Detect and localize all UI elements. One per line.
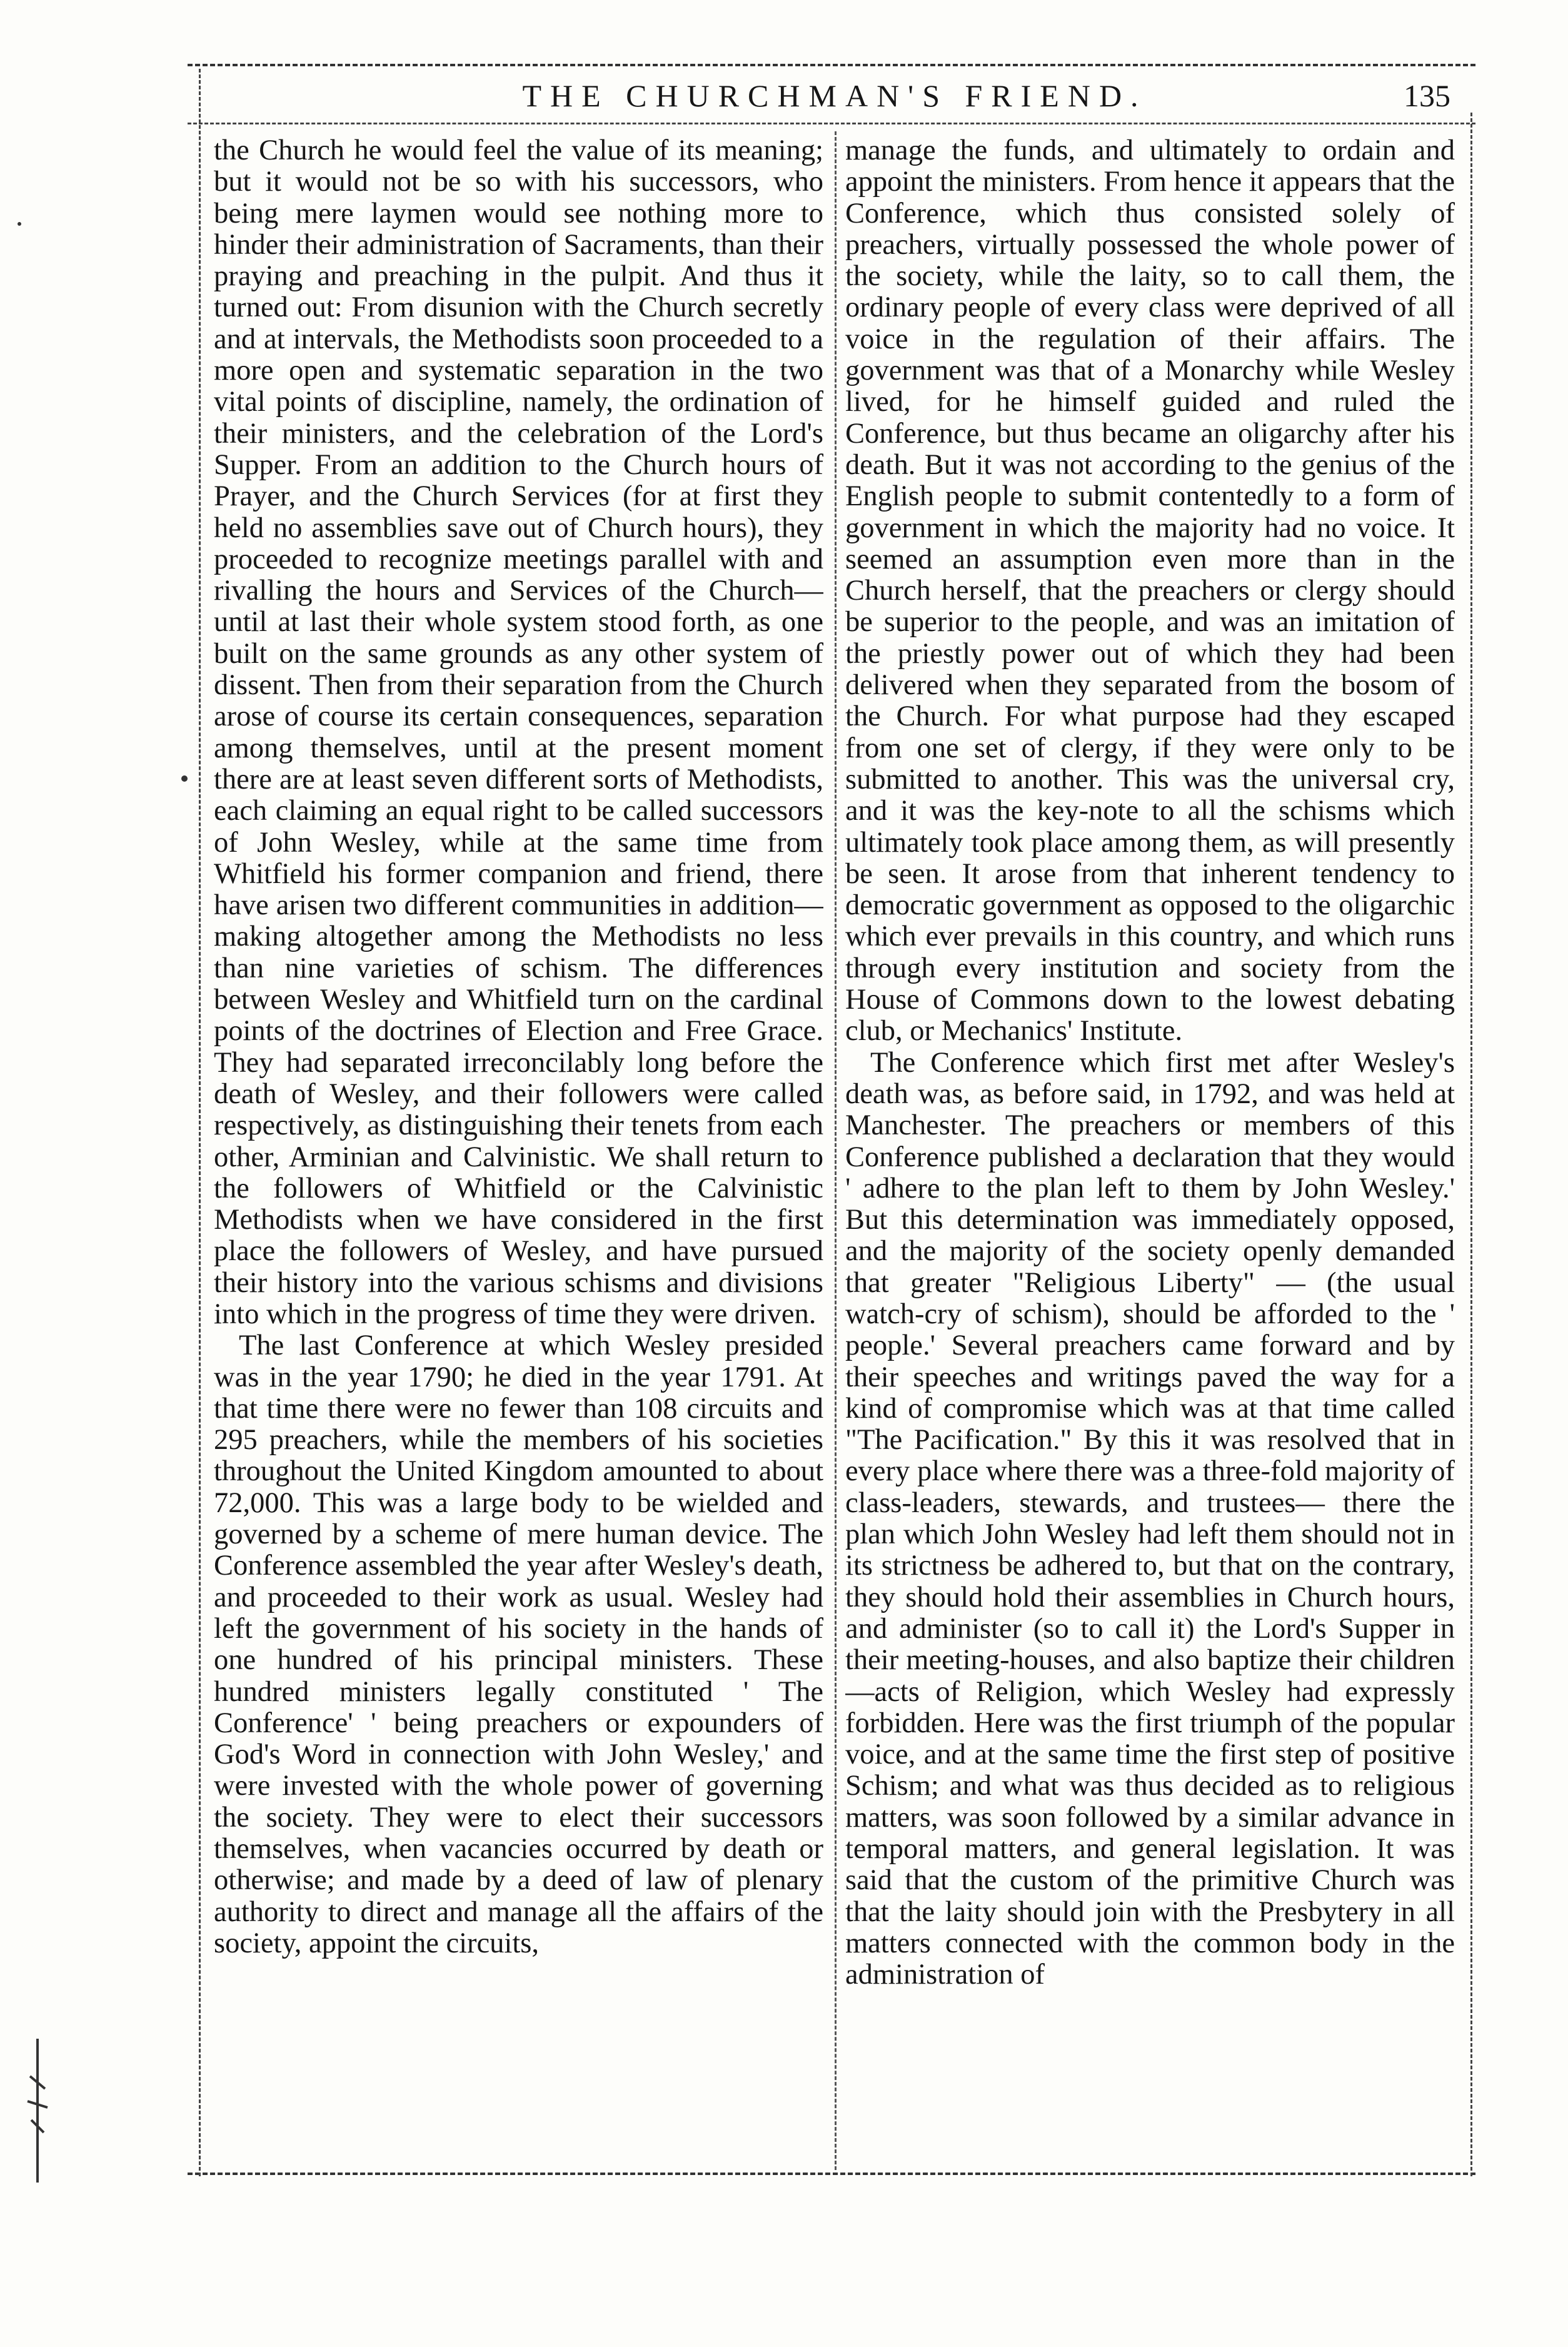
running-head xyxy=(206,74,1463,118)
margin-dot-mark xyxy=(18,222,21,226)
left-border-rule xyxy=(199,69,201,2176)
paragraph: The Conference which first met after Wesley's death was, as before said, in 1792, and was held at Manchester. The preachers or members of this Conference published a declaration that they would ' adhere to the plan left to them by John Wesley.' But this determination was immediately opposed, and the majority of the society openly demanded that greater "Religious Liberty" — (the usual watch-cry of schism), should be afforded to the ' people.' Several preachers came forward and by their speeches and writings paved the way for a kind of compromise which was at that time called "The Pacification." By this it was resolved that in every place where there was a three-fold majority of class-leaders, stewards, and trustees— there the plan which John Wesley had left them should not in its strictness be adhered to, but that on the contrary, they should hold their assemblies in Church hours, and administer (so to call it) the Lord's Supper in their meeting-houses, and also baptize their children—acts of Religion, which Wesley had expressly forbidden. Here was the first triumph of the popular voice, and at the same time the first step of positive Schism; and what was thus decided as to religious matters, was soon followed by a similar advance in temporal matters, and general legislation. It was said that the custom of the primitive Church was that the laity should join with the Presbytery in all matters connected with the common body in the administration of xyxy=(845,1046,1455,1991)
page-number: 135 xyxy=(1404,78,1450,113)
header-divider-rule xyxy=(188,123,1475,124)
right-border-rule xyxy=(1470,113,1472,2176)
margin-scrawl-mark xyxy=(19,2039,56,2183)
margin-dot-mark xyxy=(181,775,188,782)
right-column xyxy=(845,135,1455,2161)
bottom-border-rule xyxy=(188,2173,1475,2175)
paragraph: The last Conference at which Wesley presided was in the year 1790; he died in the year 1791. At that time there were no fewer than 108 circuits and 295 preachers, while the members of his societies throughout the United Kingdom amounted to about 72,000. This was a large body to be wielded and governed by a scheme of mere human device. The Conference assembled the year after Wesley's death, and proceeded to their work as usual. Wesley had left the government of his society in the hands of one hundred of his principal ministers. These hundred ministers legally constituted ' The Conference' ' being preachers or expounders of God's Word in connection with John Wesley,' and were invested with the whole power of governing the society. They were to elect their successors themselves, when vacancies occurred by death or otherwise; and made by a deed of law of plenary authority to direct and manage all the affairs of the society, appoint the circuits, xyxy=(214,1330,823,1959)
left-column xyxy=(214,135,823,2161)
top-border-rule xyxy=(188,64,1475,66)
paragraph: manage the funds, and ultimately to ordain and appoint the ministers. From hence it appears that the Conference, which thus consisted solely of preachers, virtually possessed the whole power of the society, while the laity, so to call them, the ordinary people of every class were deprived of all voice in the regulation of their affairs. The government was that of a Monarchy while Wesley lived, for he himself guided and ruled the Conference, but thus became an oligarchy after his death. But it was not according to the genius of the English people to submit contentedly to a form of government in which the majority had no voice. It seemed an assumption even more than in the Church herself, that the preachers or clergy should be superior to the people, and was an imitation of the priestly power out of which they had been delivered when they separated from the bosom of the Church. For what purpose had they escaped from one set of clergy, if they were only to be submitted to another. This was the universal cry, and it was the key-note to all the schisms which ultimately took place among them, as will presently be seen. It arose from that inherent tendency to democratic government as opposed to the oligarchic which ever prevails in this country, and which runs through every institution and society from the House of Commons down to the lowest debating club, or Mechanics' Institute. xyxy=(845,135,1455,1047)
paragraph: the Church he would feel the value of its meaning; but it would not be so with his successors, who being mere laymen would see nothing more to hinder their administration of Sacraments, than their praying and preaching in the pulpit. And thus it turned out: From disunion with the Church secretly and at intervals, the Methodists soon proceeded to a more open and systematic separation in the two vital points of discipline, namely, the ordination of their ministers, and the celebration of the Lord's Supper. From an addition to the Church hours of Prayer, and the Church Services (for at first they held no assemblies save out of Church hours), they proceeded to recognize meetings parallel with and rivalling the hours and Services of the Church—until at last their whole system stood forth, as one built on the same grounds as any other system of dissent. Then from their separation from the Church arose of course its certain consequences, separation among themselves, until at the present moment there are at least seven different sorts of Methodists, each claiming an equal right to be called successors of John Wesley, while at the same time from Whitfield his former companion and friend, there have arisen two different communities in addition—making altogether among the Methodists no less than nine varieties of schism. The differences between Wesley and Whitfield turn on the cardinal points of the doctrines of Election and Free Grace. They had separated irreconcilably long before the death of Wesley, and their followers were called respectively, as distinguishing their tenets from each other, Arminian and Calvinistic. We shall return to the followers of Whitfield or the Calvinistic Methodists when we have considered in the first place the followers of Wesley, and have pursued their history into the various schisms and divisions into which in the progress of time they were driven. xyxy=(214,135,823,1330)
running-title: THE CHURCHMAN'S FRIEND. xyxy=(522,78,1147,113)
column-divider-rule xyxy=(835,131,837,2170)
